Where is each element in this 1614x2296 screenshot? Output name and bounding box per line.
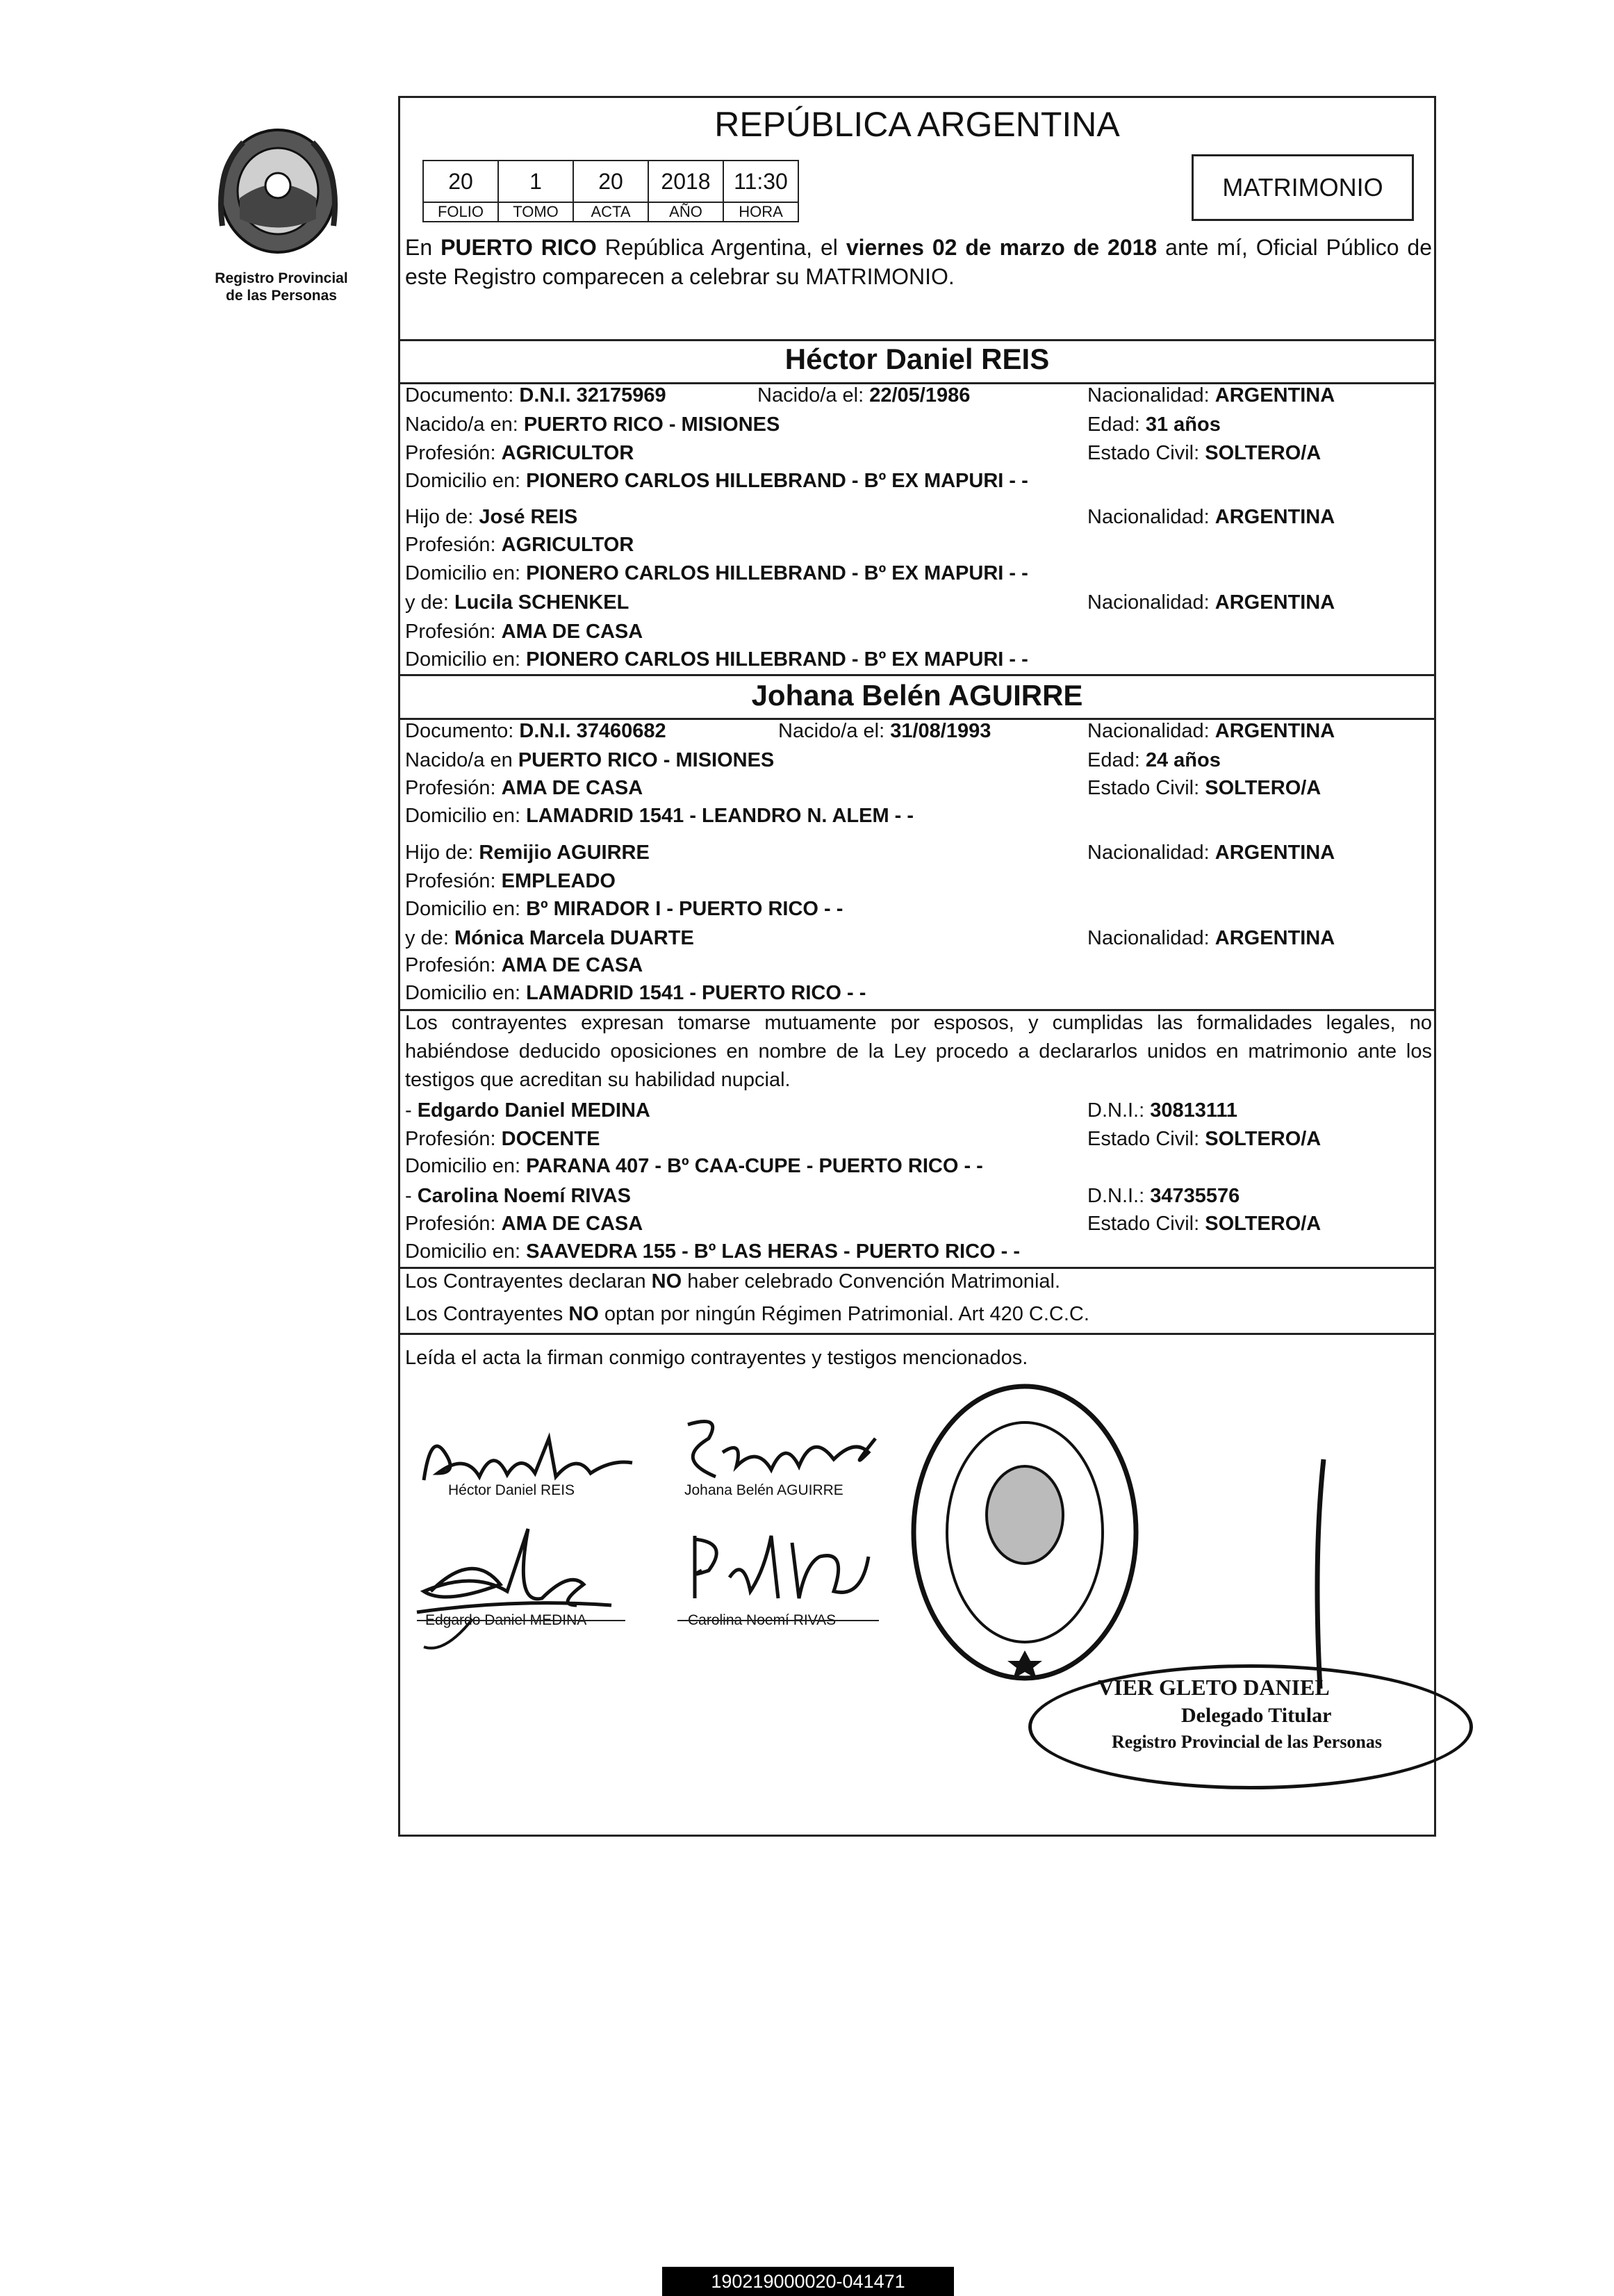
stamp-line2: Delegado Titular: [1181, 1704, 1332, 1727]
witness-1-address: Domicilio en: PARANA 407 - Bº CAA-CUPE - PUERTO RICO - -: [405, 1155, 983, 1177]
signature-label-witness-1: Edgardo Daniel MEDINA: [425, 1612, 587, 1628]
signature-label-witness-2: Carolina Noemí RIVAS: [688, 1612, 837, 1628]
bride-birthplace: Nacido/a en PUERTO RICO - MISIONES: [405, 749, 775, 771]
groom-nationality: Nacionalidad: ARGENTINA: [1087, 384, 1335, 407]
year-label: AÑO: [648, 202, 723, 222]
act-type-box: MATRIMONIO: [1192, 154, 1414, 221]
logo-caption: [188, 270, 375, 304]
witness-2-dni: D.N.I.: 34735576: [1087, 1185, 1240, 1207]
bride-address: Domicilio en: LAMADRID 1541 - LEANDRO N. ALEM - -: [405, 805, 914, 827]
witness-2-address: Domicilio en: SAAVEDRA 155 - Bº LAS HERAS - PUERTO RICO - -: [405, 1240, 1021, 1263]
divider: [398, 674, 1436, 676]
acta-label: ACTA: [573, 202, 648, 222]
witness-1-dni: D.N.I.: 30813111: [1087, 1099, 1238, 1122]
bride-father-address: Domicilio en: Bº MIRADOR I - PUERTO RICO - -: [405, 898, 843, 920]
signature-label-bride: Johana Belén AGUIRRE: [684, 1482, 843, 1498]
bride-civil-status: Estado Civil: SOLTERO/A: [1087, 777, 1321, 799]
intro-city: PUERTO RICO: [440, 235, 597, 260]
note-regime: Los Contrayentes NO optan por ningún Régimen Patrimonial. Art 420 C.C.C.: [405, 1303, 1089, 1325]
intro-text: ante mí, Oficial Público de este Registro comparecen a celebrar su MATRIMONIO.: [405, 235, 1433, 289]
groom-father-address: Domicilio en: PIONERO CARLOS HILLEBRAND - Bº EX MAPURI - -: [405, 562, 1028, 584]
groom-profession: Profesión: AGRICULTOR: [405, 442, 634, 464]
folio-value: 20: [423, 161, 498, 202]
groom-father-profession: Profesión: AGRICULTOR: [405, 534, 634, 556]
logo-caption-line1: Registro Provincial: [215, 270, 348, 286]
year-value: 2018: [648, 161, 723, 202]
tomo-label: TOMO: [498, 202, 573, 222]
groom-mother: y de: Lucila SCHENKEL: [405, 591, 629, 614]
bride-father: Hijo de: Remijio AGUIRRE: [405, 842, 650, 864]
signature-label-groom: Héctor Daniel REIS: [448, 1482, 575, 1498]
signature-line: [677, 1620, 879, 1621]
country-title: REPÚBLICA ARGENTINA: [714, 105, 1120, 144]
groom-address: Domicilio en: PIONERO CARLOS HILLEBRAND - Bº EX MAPURI - -: [405, 470, 1028, 492]
bride-profession: Profesión: AMA DE CASA: [405, 777, 643, 799]
witness-2-name: - Carolina Noemí RIVAS: [405, 1185, 631, 1207]
logo-caption-line2: de las Personas: [226, 288, 337, 304]
groom-father: Hijo de: José REIS: [405, 506, 578, 528]
bride-father-profession: Profesión: EMPLEADO: [405, 870, 616, 892]
bride-birthdate: Nacido/a el: 31/08/1993: [778, 720, 991, 742]
bride-mother: y de: Mónica Marcela DUARTE: [405, 927, 694, 949]
bride-mother-profession: Profesión: AMA DE CASA: [405, 954, 643, 976]
tomo-value: 1: [498, 161, 573, 202]
bride-father-nationality: Nacionalidad: ARGENTINA: [1087, 842, 1335, 864]
closing-text: Leída el acta la firman conmigo contrayentes y testigos mencionados.: [405, 1347, 1028, 1369]
signature-line: [417, 1620, 625, 1621]
bride-mother-nationality: Nacionalidad: ARGENTINA: [1087, 927, 1335, 949]
bride-nationality: Nacionalidad: ARGENTINA: [1087, 720, 1335, 742]
registry-table: [422, 160, 799, 222]
witness-1-name: - Edgardo Daniel MEDINA: [405, 1099, 650, 1122]
stamp-line3: Registro Provincial de las Personas: [1112, 1732, 1383, 1752]
groom-birthplace: Nacido/a en: PUERTO RICO - MISIONES: [405, 413, 780, 436]
groom-birthdate: Nacido/a el: 22/05/1986: [757, 384, 971, 407]
signature-delegate-stroke: [1306, 1452, 1334, 1696]
divider: [398, 1333, 1436, 1335]
bride-name: Johana Belén AGUIRRE: [751, 679, 1083, 712]
intro-paragraph: [405, 233, 1432, 291]
signature-bride: [667, 1411, 889, 1494]
intro-text: En: [405, 235, 441, 260]
groom-document: Documento: D.N.I. 32175969: [405, 384, 666, 407]
document-code: 190219000020-041471: [662, 2267, 954, 2296]
witness-1-civil-status: Estado Civil: SOLTERO/A: [1087, 1128, 1321, 1150]
folio-label: FOLIO: [423, 202, 498, 222]
groom-age: Edad: 31 años: [1087, 413, 1221, 436]
signature-witness-2: [667, 1515, 889, 1626]
groom-mother-address: Domicilio en: PIONERO CARLOS HILLEBRAND - Bº EX MAPURI - -: [405, 648, 1028, 671]
intro-text: República Argentina, el: [596, 235, 846, 260]
witness-2-profession: Profesión: AMA DE CASA: [405, 1213, 643, 1235]
divider: [398, 1267, 1436, 1269]
groom-civil-status: Estado Civil: SOLTERO/A: [1087, 442, 1321, 464]
note-convention: Los Contrayentes declaran NO haber celebrado Convención Matrimonial.: [405, 1270, 1061, 1293]
witness-2-civil-status: Estado Civil: SOLTERO/A: [1087, 1213, 1321, 1235]
official-seal-icon: [907, 1376, 1143, 1689]
intro-date: viernes 02 de marzo de 2018: [846, 235, 1158, 260]
time-value: 11:30: [723, 161, 798, 202]
time-label: HORA: [723, 202, 798, 222]
vows-paragraph: Los contrayentes expresan tomarse mutuamente por esposos, y cumplidas las formalidades legales, no habiéndose deducido oposiciones en nombre de la Ley procedo a declararlos unidos en matrimonio ante los testigos que acreditan su habilidad nupcial.: [405, 1012, 1432, 1091]
groom-father-nationality: Nacionalidad: ARGENTINA: [1087, 506, 1335, 528]
bride-mother-address: Domicilio en: LAMADRID 1541 - PUERTO RICO - -: [405, 982, 866, 1004]
witness-1-profession: Profesión: DOCENTE: [405, 1128, 600, 1150]
signature-witness-1: [403, 1508, 625, 1661]
bride-age: Edad: 24 años: [1087, 749, 1221, 771]
stamp-line1: VIER GLETO DANIEL: [1098, 1675, 1330, 1700]
groom-mother-nationality: Nacionalidad: ARGENTINA: [1087, 591, 1335, 614]
bride-document: Documento: D.N.I. 37460682: [405, 720, 666, 742]
groom-mother-profession: Profesión: AMA DE CASA: [405, 621, 643, 643]
groom-name: Héctor Daniel REIS: [784, 343, 1050, 375]
acta-value: 20: [573, 161, 648, 202]
divider: [398, 339, 1436, 341]
